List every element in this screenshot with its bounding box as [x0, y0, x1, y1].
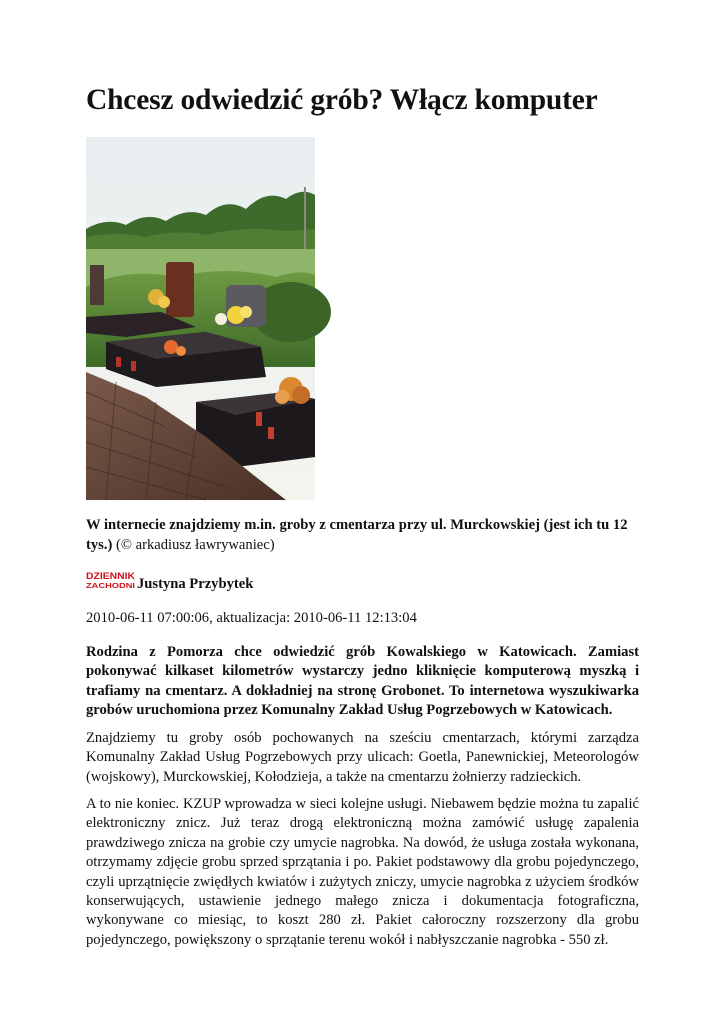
dziennik-zachodni-logo	[86, 570, 136, 590]
logo-word-zachodni: ZACHODNI	[86, 581, 135, 590]
article-paragraph: A to nie koniec. KZUP wprowadza w sieci kolejne usługi. Niebawem będzie można tu zapalić elektroniczny znicz. Już teraz drogą elektroniczną można zamówić usługę zapalenia prawdziwego znicza na grobie czy umycie nagrobka. Na dowód, że usługa została wykonana, otrzymamy zdjęcie grobu sprzed sprzątania i po. Pakiet podstawowy dla grobu pojedynczego, czyli uprzątnięcie zwiędłych kwiatów i zużytych zniczy, umycie nagrobka z użyciem środków konserwujących, ustawienie jednego małego znicza i dokumentacja fotograficzna, wykonywane co miesiąc, to koszt 280 zł. Pakiet całoroczny rozszerzony dla grobu pojedynczego, powiększony o sprzątanie terenu wokół i nabłyszczanie nagrobka - 550 zł.	[86, 796, 639, 948]
byline	[86, 567, 639, 593]
author-name: Justyna Przybytek	[137, 576, 254, 592]
article-lead: Rodzina z Pomorza chce odwiedzić grób Kowalskiego w Katowicach. Zamiast pokonywać kilkaset kilometrów wystarczy jedno kliknięcie komputerową myszką i trafiamy na cmentarz. A dokładniej na stronę Grobonet. To internetowa wyszukiwarka grobów uruchomiona przez Komunalny Zakład Usług Pogrzebowych w Katowicach.	[86, 644, 639, 719]
article-photo-cemetery	[86, 137, 315, 500]
article-paragraph: Znajdziemy tu groby osób pochowanych na sześciu cmentarzach, którymi zarządza Komunalny Zakład Usług Pogrzebowych przy ulicach: Goetla, Panewnickiej, Meteorologów (wojskowy), Murckowskiej, Kołodzieja, a także na cmentarzu żołnierzy radzieckich.	[86, 730, 639, 785]
photo-caption-text: W internecie znajdziemy m.in. groby z cmentarza przy ul. Murckowskiej (jest ich tu 12 tys.)	[86, 517, 628, 553]
publication-dateline: 2010-06-11 07:00:06, aktualizacja: 2010-06-11 12:13:04	[86, 610, 417, 626]
article-title: Chcesz odwiedzić grób? Włącz komputer	[86, 84, 598, 116]
photo-caption	[86, 515, 639, 555]
logo-word-dziennik: DZIENNIK	[86, 571, 136, 582]
photo-credit: (© arkadiusz ławrywaniec)	[112, 537, 275, 553]
